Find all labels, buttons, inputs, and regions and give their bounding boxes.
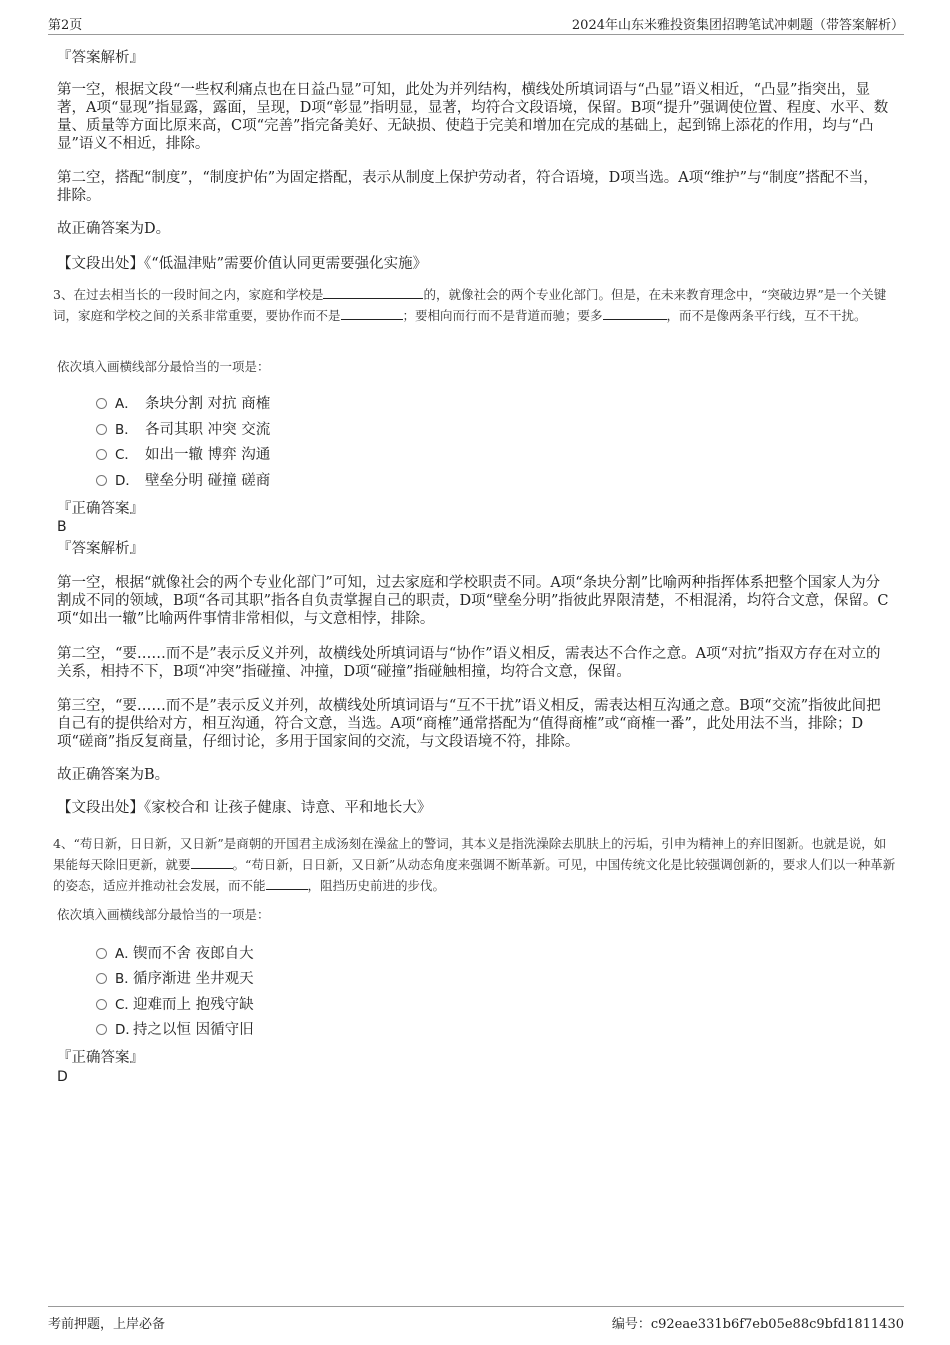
radio-icon[interactable]: [96, 948, 107, 959]
q3-prompt: 依次填入画横线部分最恰当的一项是：: [57, 359, 270, 374]
q4-option-c[interactable]: C．迎难而上 抱残守缺: [96, 996, 254, 1014]
q3-option-c[interactable]: C． 如出一辙 博弈 沟通: [96, 446, 270, 464]
radio-icon[interactable]: [96, 424, 107, 435]
q3-option-d[interactable]: D． 壁垒分明 碰撞 磋商: [96, 472, 270, 490]
radio-icon[interactable]: [96, 449, 107, 460]
q3-correct-heading: 『正确答案』: [57, 501, 144, 517]
q3-analysis-heading: 『答案解析』: [57, 541, 144, 557]
page-header: [48, 12, 904, 35]
radio-icon[interactable]: [96, 1024, 107, 1035]
q2-analysis-heading: 『答案解析』: [57, 50, 144, 66]
q3-source: 【文段出处】《家校合和 让孩子健康、诗意、平和地长大》: [57, 800, 432, 816]
q3-correct-answer: B: [57, 519, 67, 535]
q3-analysis-paragraph-2: 第二空，“要……而不是”表示反义并列，故横线处所填词语与“协作”语义相反，需表达不合作之意。A项“对抗”指双方存在对立的关系，相持不下，B项“冲突”指碰撞、冲撞，D项“碰撞”指碰触相撞，均符合文意，保留。: [57, 646, 881, 680]
document-title: 2024年山东米雅投资集团招聘笔试冲刺题（带答案解析）: [571, 18, 904, 33]
blank-2: [266, 876, 308, 890]
radio-icon[interactable]: [96, 475, 107, 486]
q2-final-answer: 故正确答案为D。: [57, 221, 171, 237]
q4-prompt: 依次填入画横线部分最恰当的一项是：: [57, 907, 270, 922]
q3-final-answer: 故正确答案为B。: [57, 767, 170, 783]
q2-analysis-paragraph-1: 第一空，根据文段“一些权利痛点也在日益凸显”可知，此处为并列结构，横线处所填词语与“凸显”语义相近，“凸显”指突出，显著，A项“显现”指显露，露面，呈现，D项“彰显”指明显，显著，均符合文段语境，保留。B项“提升”强调使位置、程度、水平、数量、质量等方面比原来高，C项“完善”指完备美好、无缺损、使趋于完美和增加在完成的基础上，起到锦上添花的作用，均与“凸显”语义不相近，排除。: [57, 82, 889, 152]
page-footer: [48, 1306, 904, 1331]
q4-option-d[interactable]: D．持之以恒 因循守旧: [96, 1021, 254, 1039]
blank-1: [191, 855, 233, 869]
q3-analysis-paragraph-1: 第一空，根据“就像社会的两个专业化部门”可知，过去家庭和学校职责不同。A项“条块分割”比喻两种指挥体系把整个国家人为分割成不同的领域，B项“各司其职”指各自负责掌握自己的职责，D项“壁垒分明”指彼此界限清楚，不相混淆，均符合文意，保留。C项“如出一辙”比喻两件事情非常相似，与文意相悖，排除。: [57, 575, 889, 627]
page-number: 第2页: [48, 18, 83, 33]
q3-stem: 3、在过去相当长的一段时间之内，家庭和学校是 的，就像社会的两个专业化部门。但是，在未来教育理念中，“突破边界”是一个关键词，家庭和学校之间的关系非常重要，要协作而不是 ；要相向而行而不是背道而驰；要多 ，而不是像两条平行线，互不干扰。: [53, 287, 887, 323]
blank-3: [603, 306, 667, 320]
q2-analysis-paragraph-2: 第二空，搭配“制度”，“制度护佑”为固定搭配，表示从制度上保护劳动者，符合语境，D项当选。A项“维护”与“制度”搭配不当，排除。: [57, 170, 878, 204]
q3-option-b[interactable]: B． 各司其职 冲突 交流: [96, 421, 270, 439]
q3-option-a[interactable]: A． 条块分割 对抗 商榷: [96, 395, 270, 413]
radio-icon[interactable]: [96, 398, 107, 409]
q4-option-a[interactable]: A．锲而不舍 夜郎自大: [96, 945, 254, 963]
q4-correct-answer: D: [57, 1069, 68, 1085]
q4-stem: 4、“苟日新，日日新，又日新”是商朝的开国君主成汤刻在澡盆上的警词，其本义是指洗澡除去肌肤上的污垢，引申为精神上的弃旧图新。也就是说，如果能每天除旧更新，就要 。“苟日新，日日新，又日新”从动态角度来强调不断革新。可见，中国传统文化是比较强调创新的，要求人们以一种革新的姿态，适应并推动社会发展，而不能 ，阻挡历史前进的步伐。: [53, 836, 896, 893]
blank-1: [323, 285, 423, 299]
q4-correct-heading: 『正确答案』: [57, 1050, 144, 1066]
footer-slogan: 考前押题，上岸必备: [48, 1317, 166, 1332]
blank-2: [341, 306, 403, 320]
q4-option-b[interactable]: B．循序渐进 坐井观天: [96, 970, 254, 988]
q3-analysis-paragraph-3: 第三空，“要……而不是”表示反义并列，故横线处所填词语与“互不干扰”语义相反，需表达相互沟通之意。B项“交流”指彼此间把自己有的提供给对方，相互沟通，符合文意，当选。A项“商榷”通常搭配为“值得商榷”或“商榷一番”，此处用法不当，排除；D项“磋商”指反复商量，仔细讨论，多用于国家间的交流，与文段语境不符，排除。: [57, 698, 881, 750]
document-id: 编号：c92eae331b6f7eb05e88c9bfd1811430: [611, 1317, 904, 1332]
radio-icon[interactable]: [96, 999, 107, 1010]
q2-source: 【文段出处】《“低温津贴”需要价值认同更需要强化实施》: [57, 256, 428, 272]
radio-icon[interactable]: [96, 973, 107, 984]
